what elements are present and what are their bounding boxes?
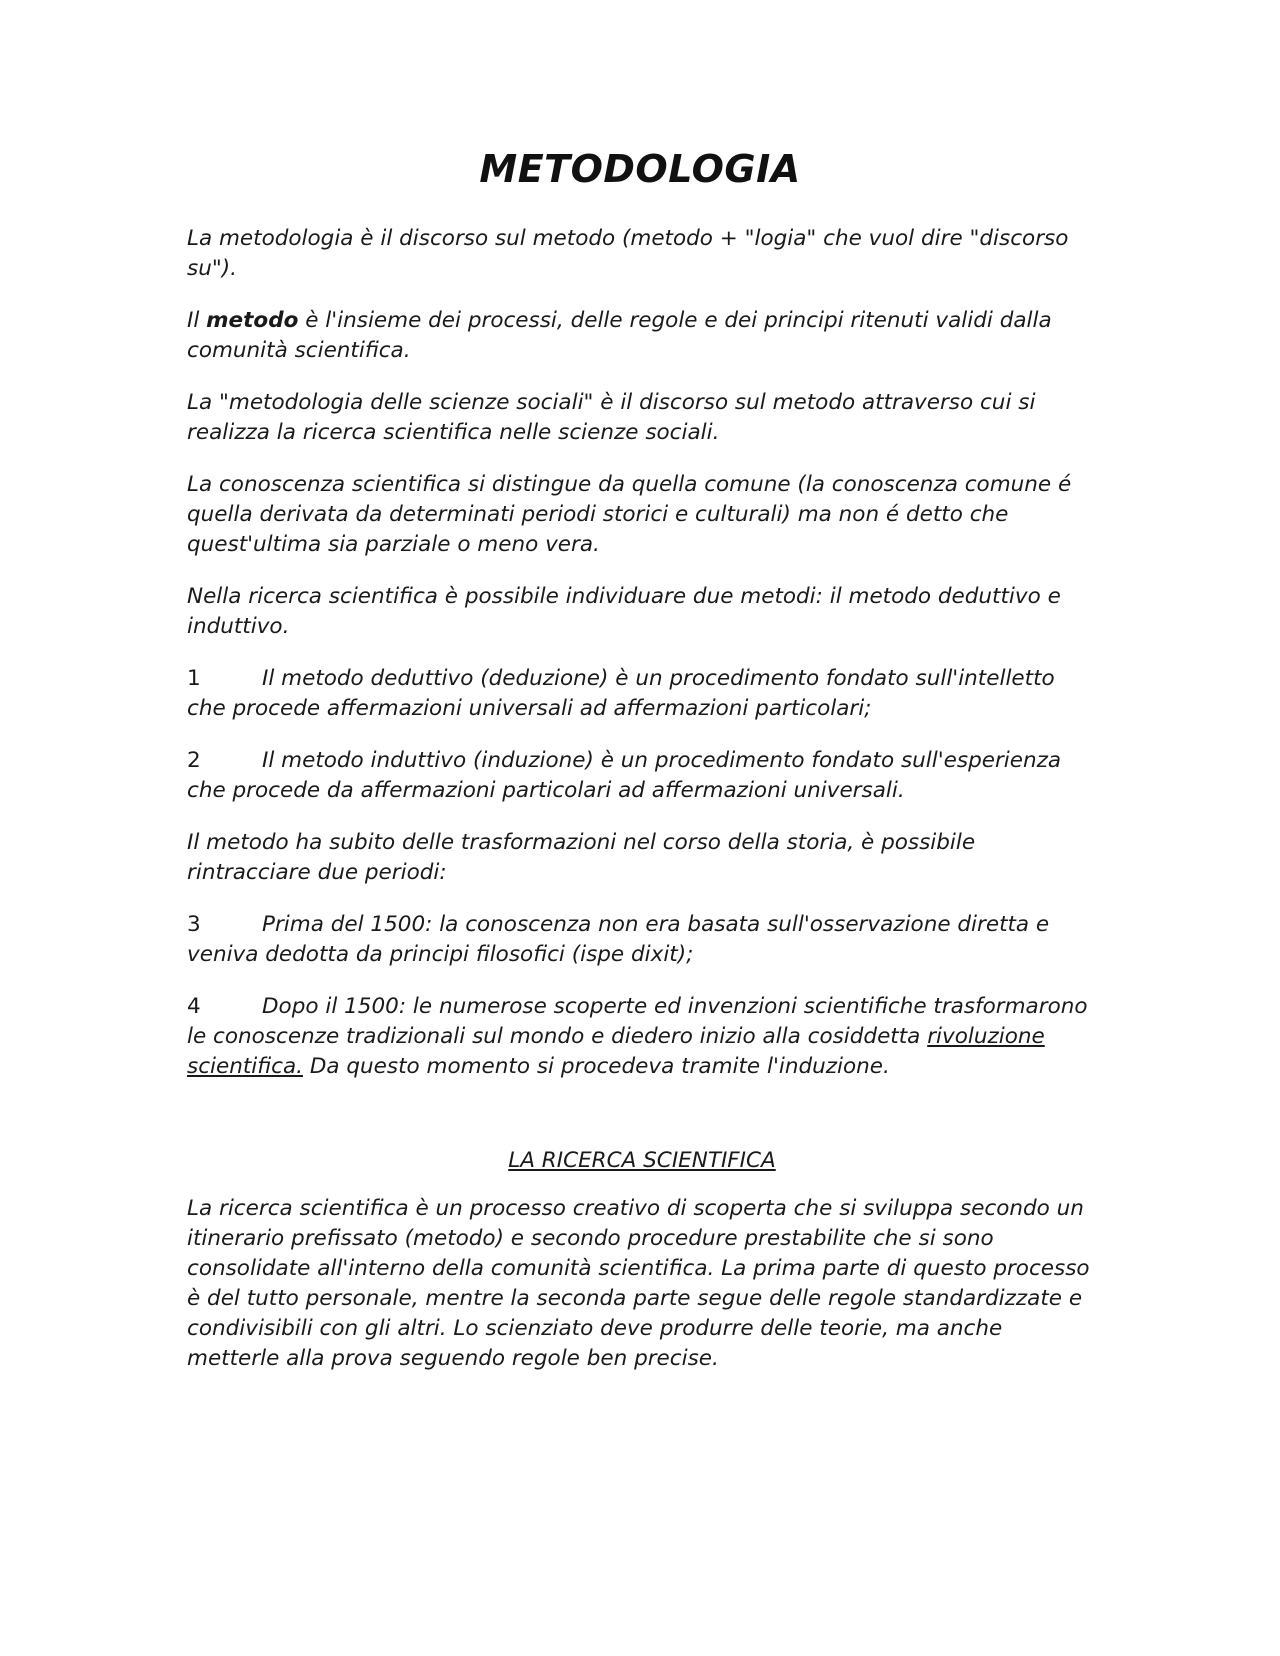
list-item-text-pre: Dopo il 1500: le numerose scoperte ed invenzioni scientifiche trasformarono le conoscenze tradizionali sul mondo e diedero inizio alla cosiddetta: [187, 994, 1088, 1049]
paragraph-definition: La metodologia è il discorso sul metodo (metodo + "logia" che vuol dire "discorso su").: [187, 226, 1069, 281]
paragraph-metodo: [187, 306, 1097, 366]
list-item-after-1500: [187, 992, 1097, 1082]
underlined-term: rivoluzione scientifica.: [187, 1024, 1045, 1079]
paragraph-knowledge: La conoscenza scientifica si distingue da quella comune (la conoscenza comune é quella derivata da determinati periodi storici e culturali) ma non é detto che quest'ultima sia parziale o meno vera.: [187, 472, 1072, 557]
list-item-text: Il metodo deduttivo (deduzione) è un procedimento fondato sull'intelletto che procede affermazioni universali ad affermazioni particolari;: [187, 666, 1055, 721]
list-item-inductive: [187, 746, 1097, 806]
list-item-before-1500: [187, 910, 1097, 970]
list-item-text: Il metodo induttivo (induzione) è un procedimento fondato sull'esperienza che procede da affermazioni particolari ad affermazioni universali.: [187, 748, 1062, 803]
list-number: 4: [187, 994, 201, 1019]
list-number: 2: [187, 748, 201, 773]
paragraph-two-methods: Nella ricerca scientifica è possibile individuare due metodi: il metodo deduttivo e induttivo.: [187, 584, 1061, 639]
paragraph-history: Il metodo ha subito delle trasformazioni nel corso della storia, è possibile rintracciare due periodi:: [187, 830, 976, 885]
paragraph-research: La ricerca scientifica è un processo creativo di scoperta che si sviluppa secondo un itinerario prefissato (metodo) e secondo procedure prestabilite che si sono consolidate all'interno della comunità scientifica. La prima parte di questo processo è del tutto personale, mentre la seconda parte segue delle regole standardizzate e condivisibili con gli altri. Lo scienziato deve produrre delle teorie, ma anche metterle alla prova seguendo regole ben precise.: [187, 1196, 1090, 1371]
list-item-text: Prima del 1500: la conoscenza non era basata sull'osservazione diretta e veniva dedotta da principi filosofici (ispe dixit);: [187, 912, 1050, 967]
list-number: 1: [187, 666, 201, 691]
paragraph-metodo-post: è l'insieme dei processi, delle regole e dei principi ritenuti validi dalla comunità scientifica.: [187, 308, 1052, 363]
page-title: METODOLOGIA: [479, 147, 801, 191]
list-item-deductive: [187, 664, 1097, 724]
document-body: [187, 224, 1097, 1396]
metodo-bold-term: metodo: [206, 308, 299, 333]
list-number: 3: [187, 912, 201, 937]
paragraph-social-sciences: La "metodologia delle scienze sociali" è il discorso sul metodo attraverso cui si realizza la ricerca scientifica nelle scienze sociali.: [187, 390, 1036, 445]
section-heading: [187, 1146, 1097, 1176]
section-title: LA RICERCA SCIENTIFICA: [508, 1148, 776, 1173]
list-item-text-post: Da questo momento si procedeva tramite l'induzione.: [302, 1054, 890, 1079]
paragraph-metodo-pre: Il: [187, 308, 207, 333]
